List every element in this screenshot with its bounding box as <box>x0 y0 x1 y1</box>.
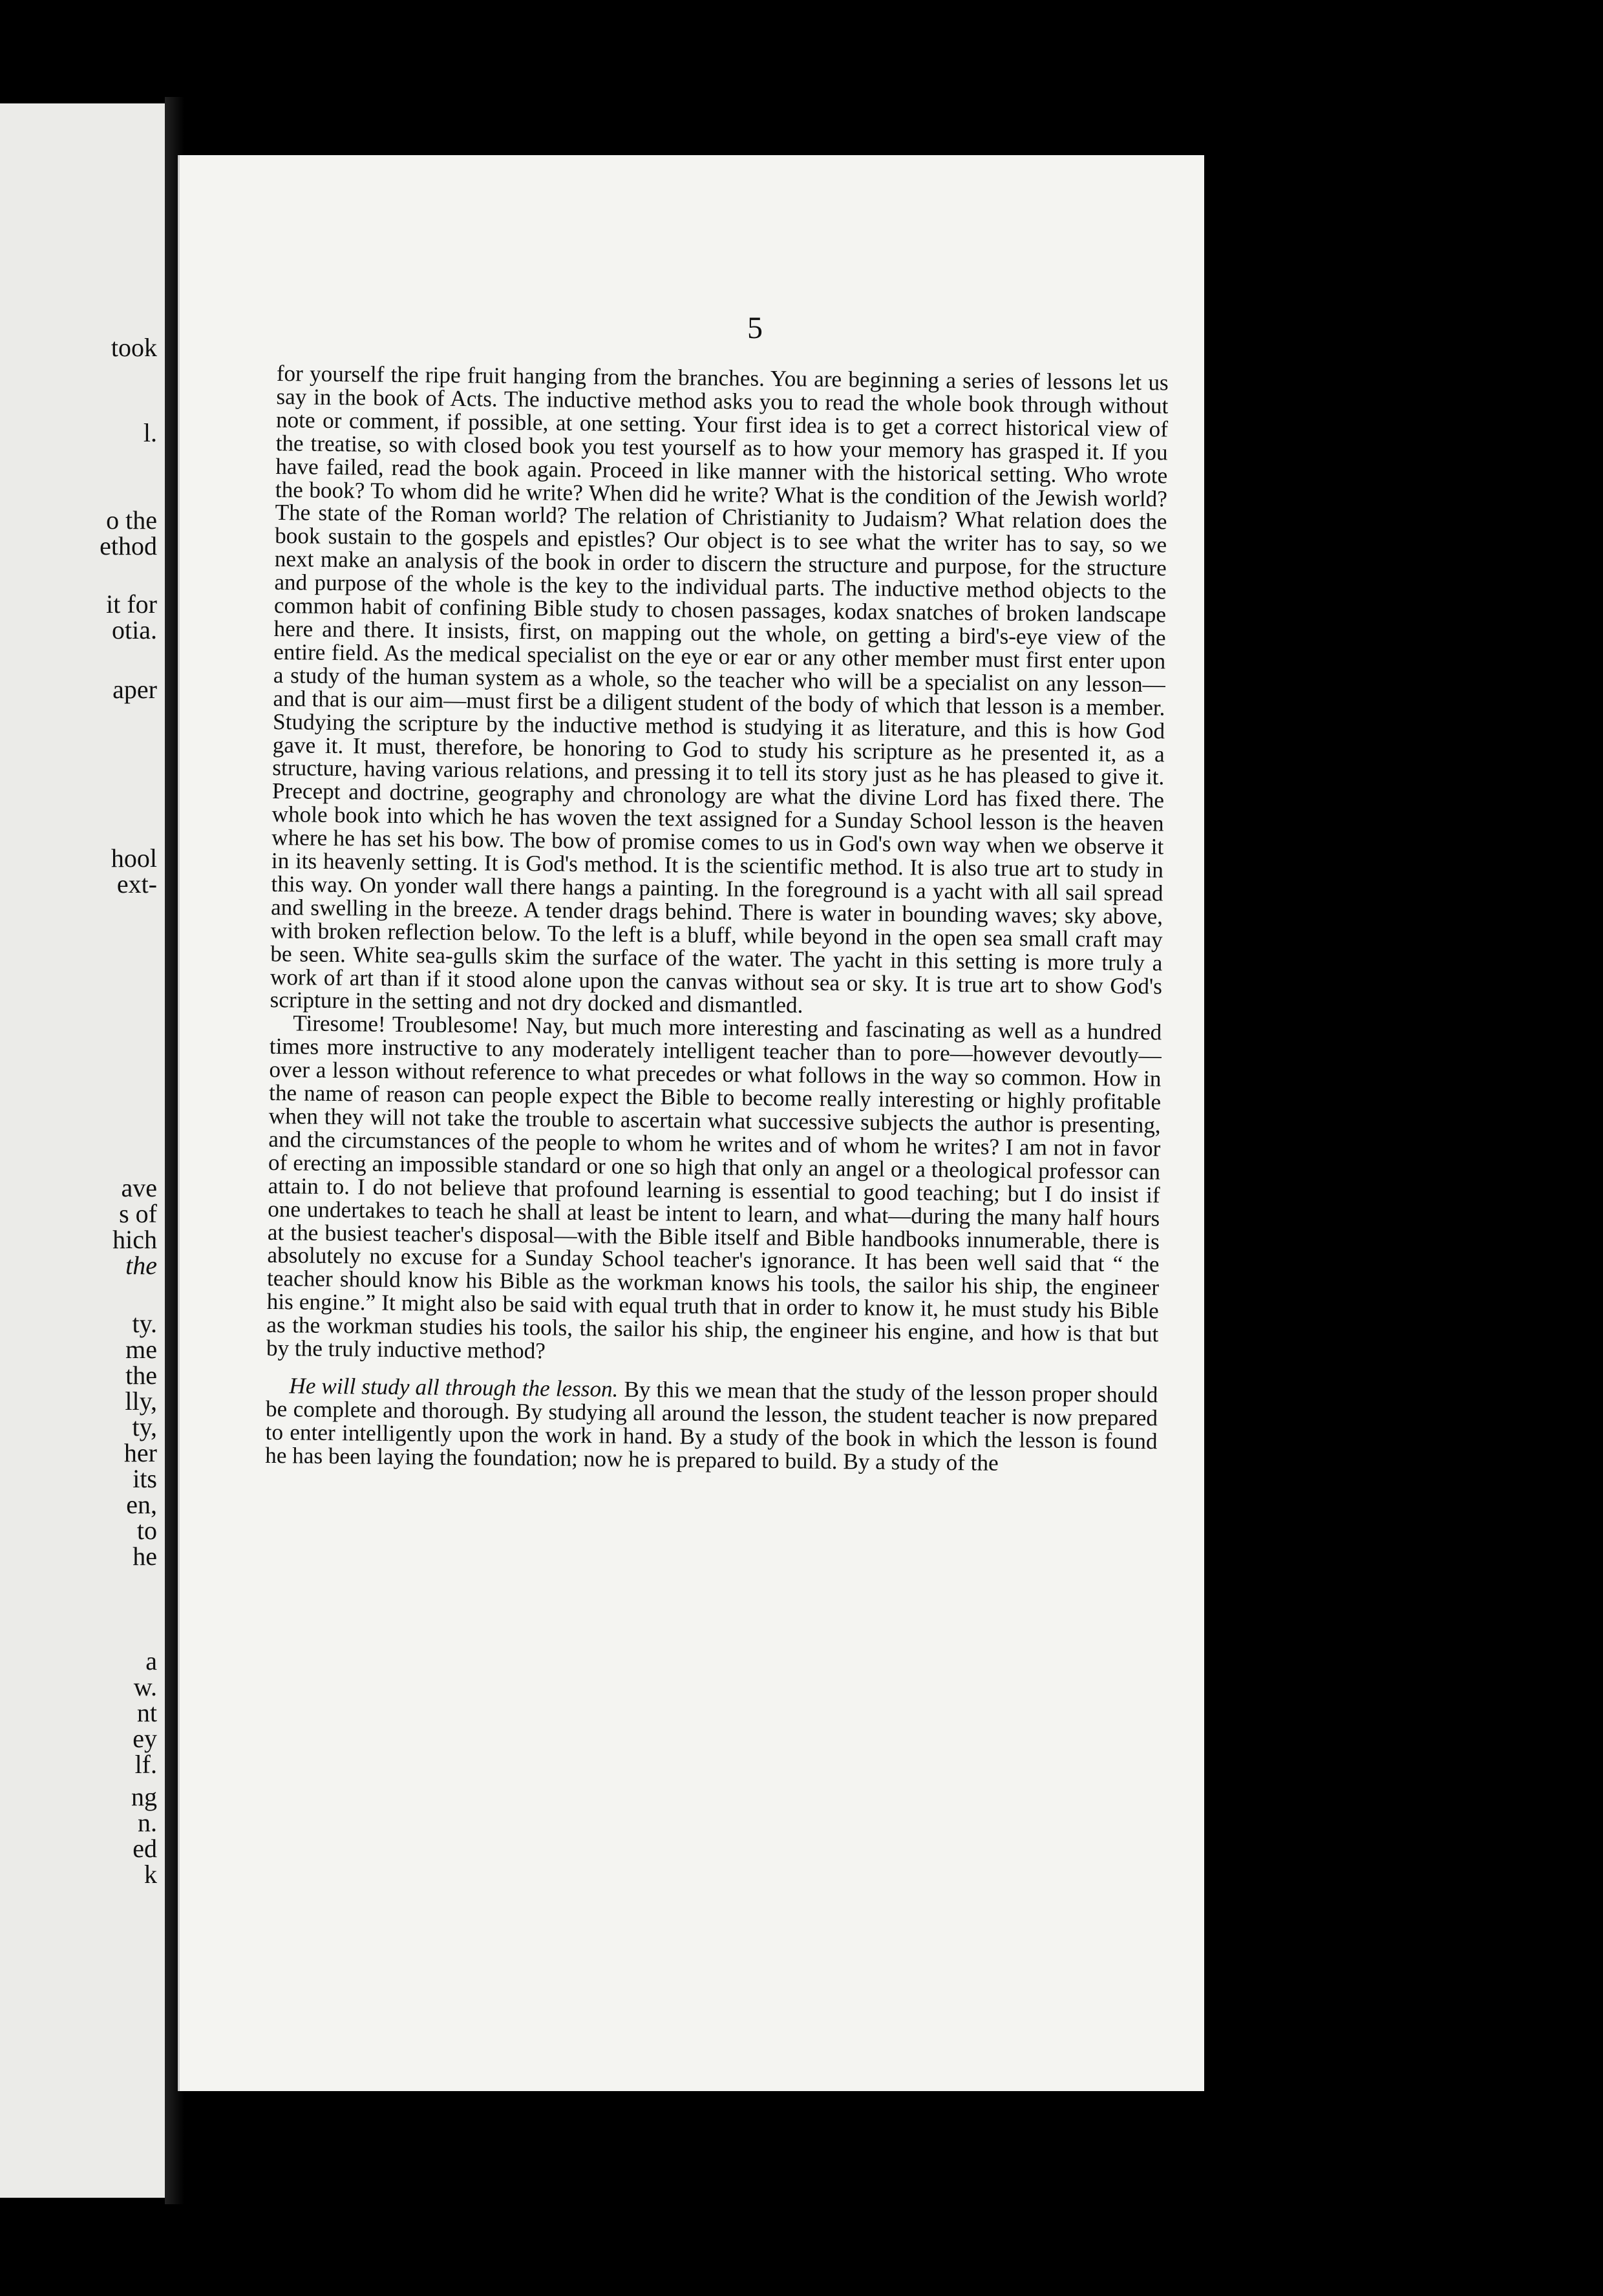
left-fragment: l. <box>143 418 157 447</box>
left-fragment: lf. <box>134 1750 157 1779</box>
left-fragment: to <box>136 1516 157 1545</box>
left-fragment: hich <box>112 1225 157 1254</box>
left-fragment: me <box>125 1335 157 1364</box>
left-fragment: he <box>133 1542 157 1571</box>
left-fragment: o the <box>106 505 157 535</box>
facing-page-fragment <box>0 103 165 2198</box>
left-fragment: n. <box>138 1808 157 1837</box>
paragraph: for yourself the ripe fruit hanging from the branches. You are beginning a series of lessons let us say in the book of Acts. The inductive method asks you to read the whole book through without note or comment, if possible, at one setting. Your first idea is to get a correct historical view of the treatise, so with closed book you test yourself as to how your memory has grasped it. If you have failed, read the book again. Proceed in like manner with the historical setting. Who wrote the book? To whom did he write? When did he write? What is the condition of the Jewish world? The state of the Roman world? The relation of Christianity to Judaism? What relation does the book sustain to the gospels and epistles? Our object is to see what the writer has to say, so we next make an analysis of the book in order to discern the structure and purpose, for the structure and purpose of the whole is the key to the individual parts. The inductive method objects to the common habit of confining Bible study to chosen passages, kodax snatches of broken landscape here and there. It insists, first, on mapping out the whole, on getting a bird's-eye view of the entire field. As the medical specialist on the eye or ear or any other member must first enter upon a study of the human system as a whole, so the teacher who will be a specialist on any lesson—and that is our aim—must first be a diligent student of the body of which that lesson is a member. Studying the scripture by the inductive method is studying it as literature, and this is how God gave it. It must, therefore, be honoring to God to study his scripture as he presented it, as a structure, having various relations, and pressing it to tell its story just as he has pleased to give it. Precept and doctrine, geography and chronology are what the divine Lord has fixed there. The whole book into which he has woven the text assigned for a Sunday School lesson is the heaven where he has set his bow. The bow of promise comes to us in God's own way when we observe it in its heavenly setting. It is God's method. It is the scientific method. It is also true art to study in this way. On yonder wall there hangs a painting. In the foreground is a yacht with all sail spread and swelling in the breeze. A tender drags behind. There is water in bounding waves; sky above, with broken reflection below. To the left is a bluff, while beyond in the open sea small craft may be seen. White sea-gulls skim the surface of the water. The yacht in this setting is more truly a work of art than if it stood alone upon the canvas without sea or sky. It is true art to show God's scripture in the setting and not dry docked and dismantled. <box>270 361 1169 1019</box>
left-fragment: ed <box>133 1834 157 1863</box>
paragraph <box>265 1374 1158 1476</box>
left-fragment: ty, <box>132 1412 157 1441</box>
left-fragment: a <box>145 1646 157 1675</box>
body-text <box>265 362 1169 1476</box>
left-fragment: hool <box>111 844 157 873</box>
left-fragment: ethod <box>100 531 157 560</box>
left-fragment: the <box>125 1251 157 1280</box>
left-fragment: it for <box>106 590 157 619</box>
paragraph: Tiresome! Troublesome! Nay, but much more interesting and fascinating as well as a hundred times more instructive to any moderately intelligent teacher than to pore—however devoutly—over a lesson without reference to what precedes or what follows in the way so common. How in the name of reason can people expect the Bible to become really interesting or highly profitable when they will not take the trouble to ascertain what successive subjects the author is presenting, and the circumstances of the people to whom he writes and of whom he writes? I am not in favor of erecting an impossible standard or one so high that only an angel or a theological professor can attain to. I do not believe that profound learning is essential to good teaching; but I do insist if one undertakes to teach he shall at least be intent to learn, and what—during the many half hours at the busiest teacher's disposal—with the Bible itself and Bible handbooks innumerable, there is absolutely no excuse for a Sunday School teacher's ignorance. It has been well said that “ the teacher should know his Bible as the workman knows his tools, the sailor his ship, the engineer his engine.” It might also be said with equal truth that in order to know it, he must study his Bible as the workman studies his tools, the sailor his ship, the engineer his engine, and how is that but by the truly inductive method? <box>266 1010 1162 1364</box>
left-fragment: s of <box>119 1199 157 1228</box>
left-fragment: k <box>144 1860 157 1889</box>
left-fragment: its <box>133 1464 157 1493</box>
left-fragment: nt <box>136 1698 157 1727</box>
left-fragment: lly, <box>125 1387 157 1416</box>
left-fragment: ext- <box>116 869 157 898</box>
main-page <box>178 155 1204 2091</box>
left-fragment: otia. <box>112 615 157 644</box>
page-number: 5 <box>747 311 763 345</box>
left-fragment: her <box>123 1438 157 1467</box>
left-fragment: the <box>125 1361 157 1390</box>
paragraph-body: By this we mean that the study of the lesson proper should be complete and thorough. By studying all around the lesson, the student teacher is now prepared to enter intelligently upon the work in hand. By a study of the book in which the lesson is found he has been laying the foundation; now he is prepared to build. By a study of the <box>265 1376 1158 1476</box>
left-fragment: aper <box>112 675 157 704</box>
left-fragment: ey <box>133 1724 157 1753</box>
left-fragment: took <box>111 333 157 362</box>
left-fragment: ty. <box>132 1309 157 1338</box>
left-fragment: ng <box>131 1782 157 1811</box>
left-fragment: w. <box>133 1672 157 1701</box>
left-fragment: ave <box>121 1173 157 1202</box>
left-fragment: en, <box>126 1490 157 1519</box>
section-heading: He will study all through the lesson. <box>289 1373 619 1402</box>
